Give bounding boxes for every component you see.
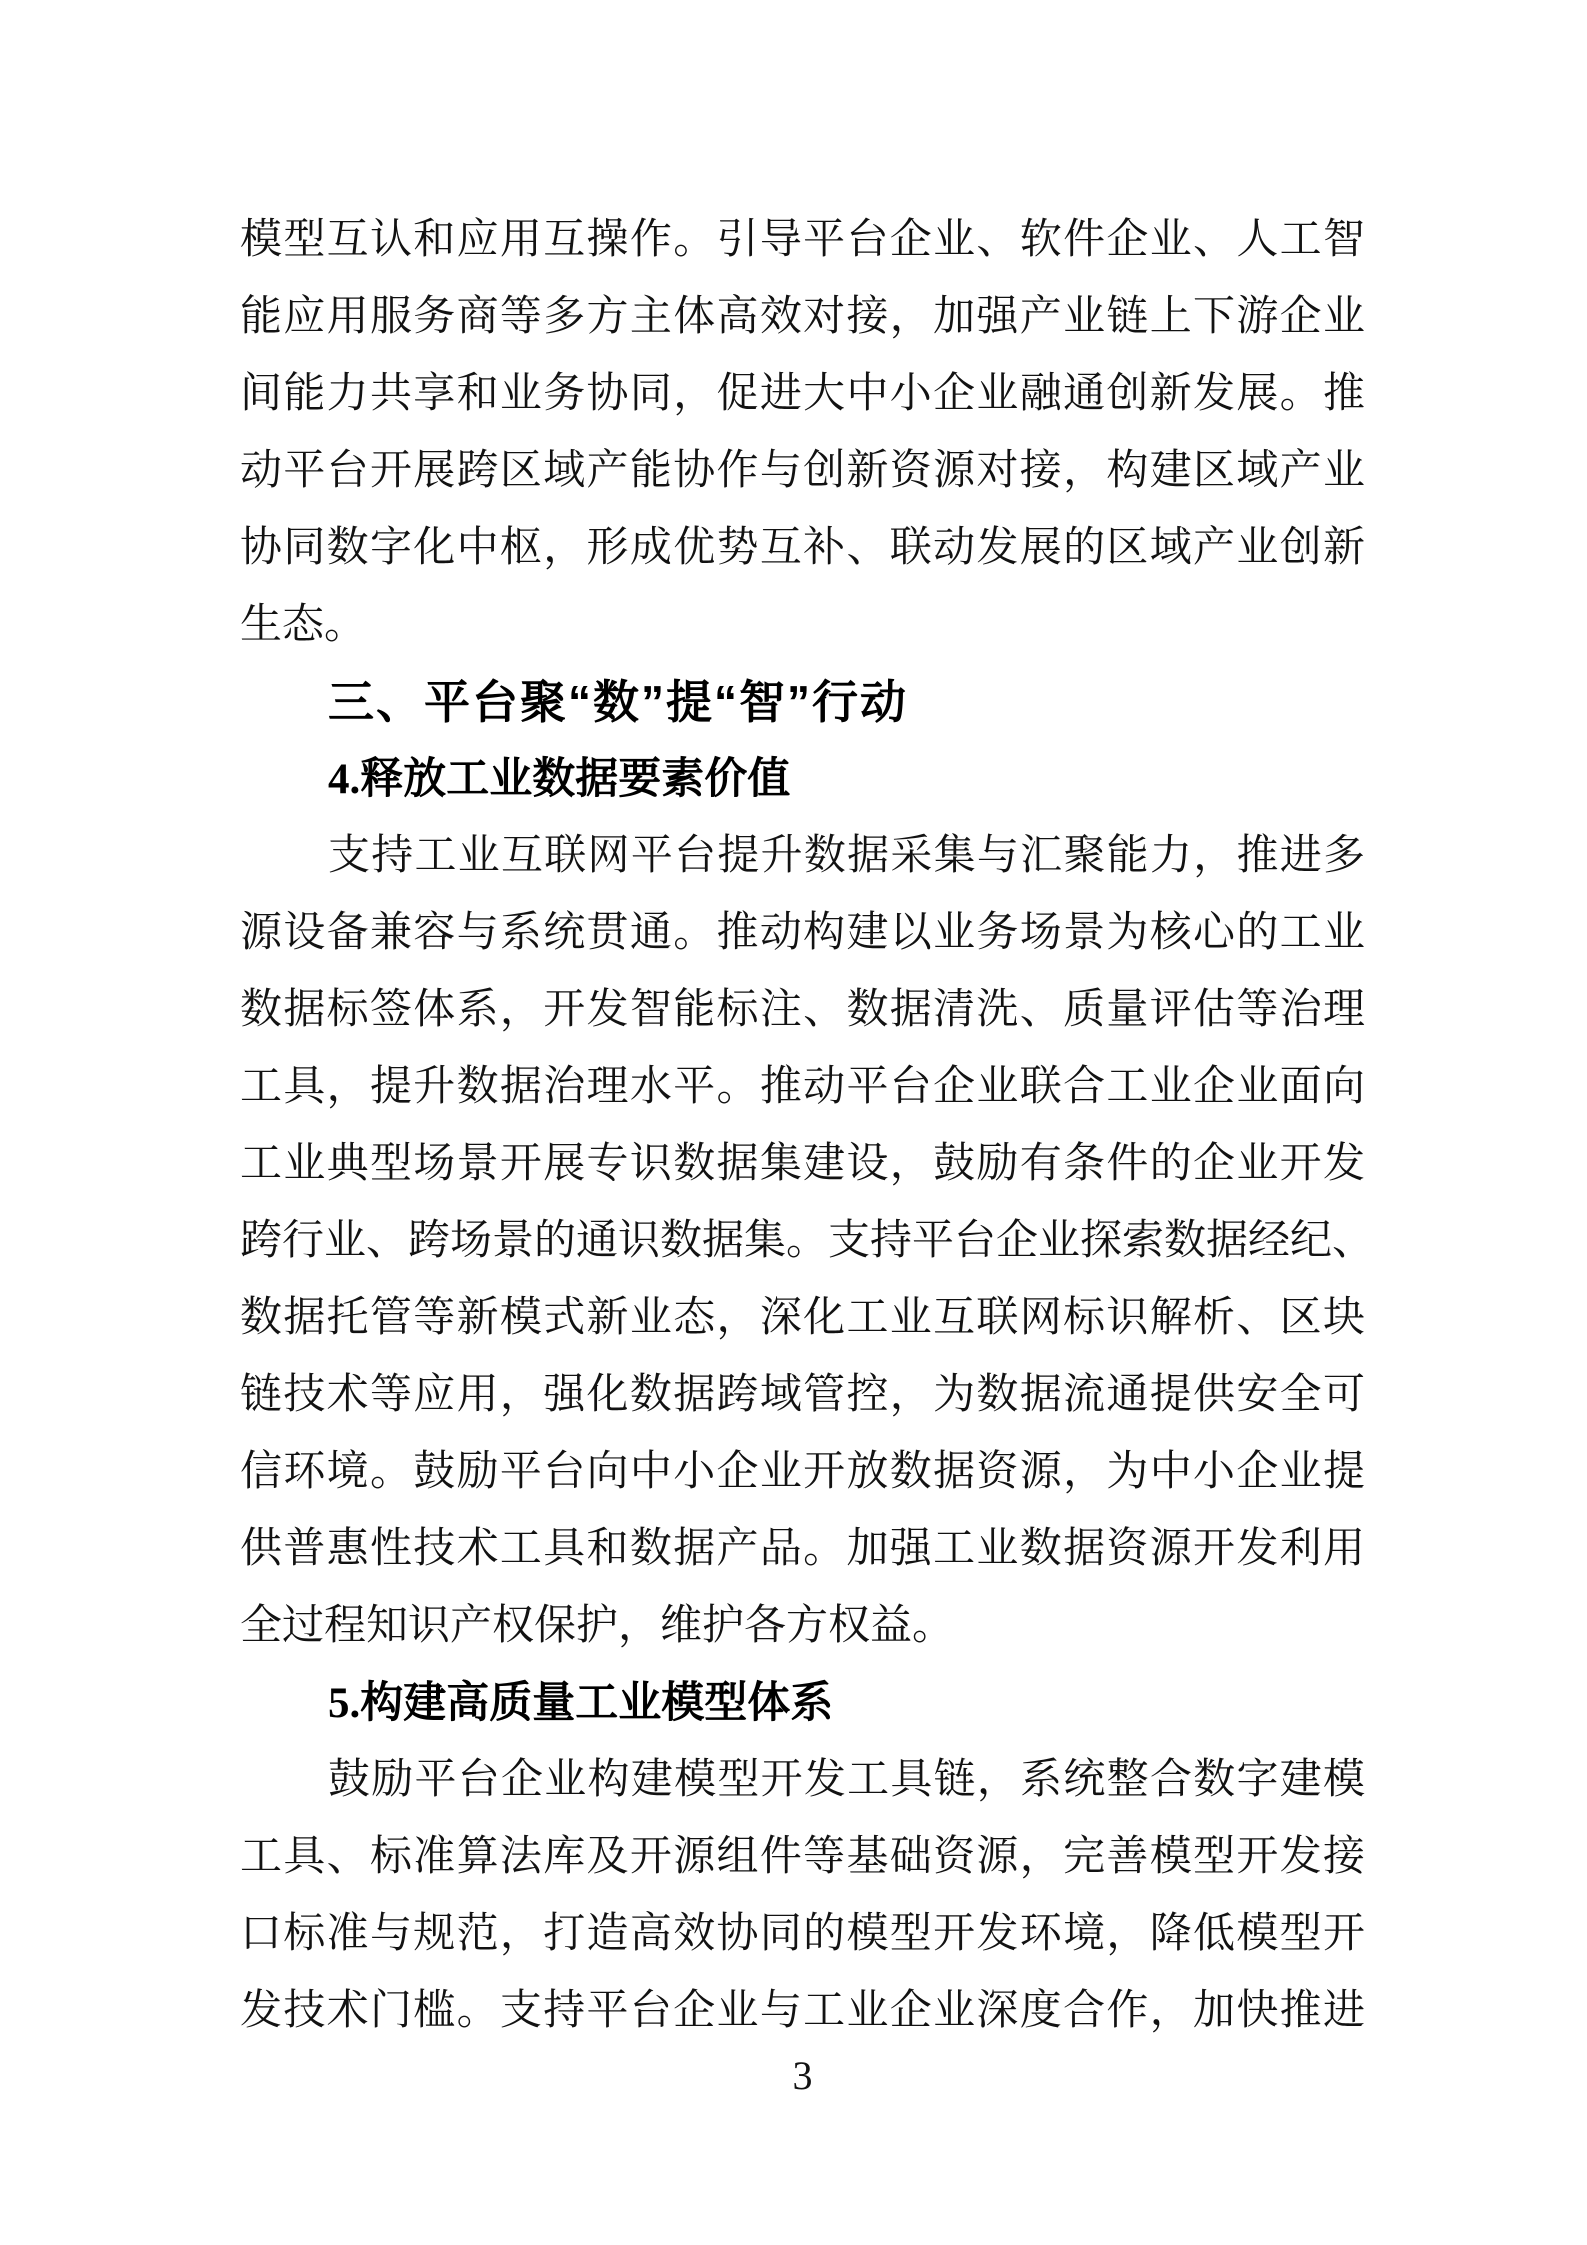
text-line: 工具、标准算法库及开源组件等基础资源，完善模型开发接 <box>240 1834 1365 1880</box>
numbered-subheading: 5.构建高质量工业模型体系 <box>328 1680 834 1727</box>
page-number: 3 <box>792 2053 813 2098</box>
text-line: 源设备兼容与系统贯通。推动构建以业务场景为核心的工业 <box>240 910 1365 956</box>
text-line: 全过程知识产权保护，维护各方权益。 <box>240 1603 955 1649</box>
text-line: 模型互认和应用互操作。引导平台企业、软件企业、人工智 <box>240 217 1365 263</box>
text-line: 生态。 <box>240 602 367 648</box>
text-line: 能应用服务商等多方主体高效对接，加强产业链上下游企业 <box>240 294 1365 340</box>
text-line: 跨行业、跨场景的通识数据集。支持平台企业探索数据经纪、 <box>240 1218 1375 1264</box>
text-line: 协同数字化中枢，形成优势互补、联动发展的区域产业创新 <box>240 525 1365 571</box>
text-line: 信环境。鼓励平台向中小企业开放数据资源，为中小企业提 <box>240 1449 1365 1495</box>
text-line: 间能力共享和业务协同，促进大中小企业融通创新发展。推 <box>240 371 1365 417</box>
text-line: 工业典型场景开展专识数据集建设，鼓励有条件的企业开发 <box>240 1141 1365 1187</box>
text-line: 供普惠性技术工具和数据产品。加强工业数据资源开发利用 <box>240 1526 1365 1572</box>
section-heading: 三、平台聚“数”提“智”行动 <box>328 676 908 728</box>
text-line: 工具，提升数据治理水平。推动平台企业联合工业企业面向 <box>240 1064 1365 1110</box>
numbered-subheading: 4.释放工业数据要素价值 <box>328 756 791 803</box>
text-line: 口标准与规范，打造高效协同的模型开发环境，降低模型开 <box>240 1911 1365 1957</box>
text-block <box>240 202 1375 2050</box>
text-line: 支持工业互联网平台提升数据采集与汇聚能力，推进多 <box>328 833 1365 879</box>
text-line: 动平台开展跨区域产能协作与创新资源对接，构建区域产业 <box>240 448 1365 494</box>
text-line: 发技术门槛。支持平台企业与工业企业深度合作，加快推进 <box>240 1988 1365 2034</box>
text-line: 数据标签体系，开发智能标注、数据清洗、质量评估等治理 <box>240 987 1365 1033</box>
text-line: 鼓励平台企业构建模型开发工具链，系统整合数字建模 <box>328 1757 1365 1803</box>
text-line: 链技术等应用，强化数据跨域管控，为数据流通提供安全可 <box>240 1372 1365 1418</box>
text-line: 数据托管等新模式新业态，深化工业互联网标识解析、区块 <box>240 1295 1365 1341</box>
